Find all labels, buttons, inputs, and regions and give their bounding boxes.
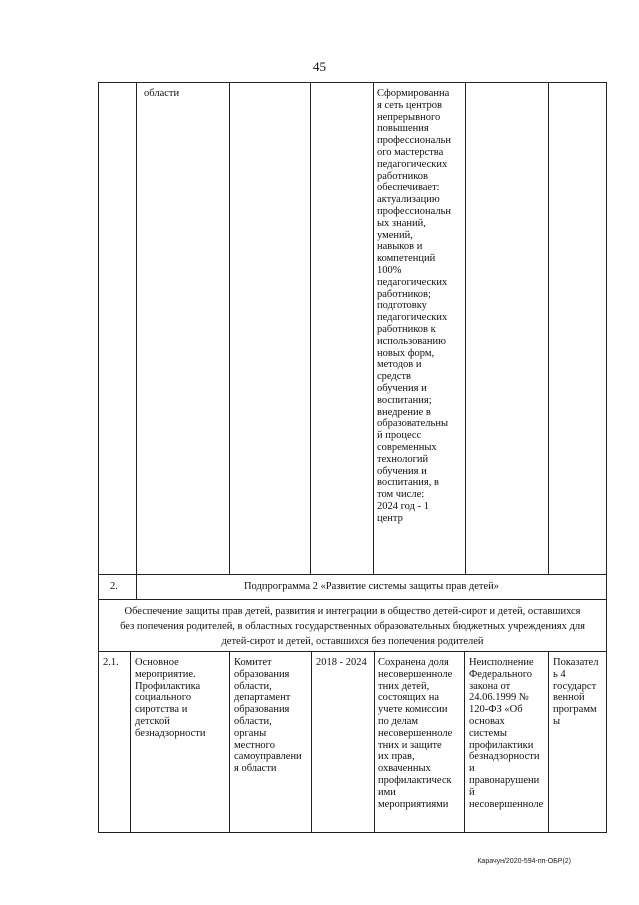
activity-name: Основное мероприятие. Профилактика социального сиротства и детской безнадзорности xyxy=(135,657,206,739)
table-border-right xyxy=(606,82,607,833)
col-divider xyxy=(310,82,311,575)
col-divider xyxy=(136,82,137,600)
table-border-top xyxy=(98,82,607,83)
document-footer: Карачун/2020-594-пп-ОБР(2) xyxy=(477,858,571,865)
col-divider xyxy=(311,651,312,833)
goal-line: без попечения родителей, в областных государственных образовательных бюджетных учреждениях для xyxy=(120,621,585,632)
col-divider xyxy=(548,651,549,833)
page-number: 45 xyxy=(313,59,326,74)
executor: Комитет образования области, департамент образования области, органы местного самоуправлени я области xyxy=(234,657,302,775)
period: 2018 - 2024 xyxy=(316,657,367,668)
col-divider xyxy=(373,82,374,575)
goal-line: детей-сирот и детей, оставшихся без попечения родителей xyxy=(221,636,484,647)
row-divider-subprogram-bottom xyxy=(98,599,607,600)
region-cell: области xyxy=(144,88,180,99)
related-indicator: Показател ь 4 государст венной программ ы xyxy=(553,657,599,727)
row-number: 2.1. xyxy=(103,657,119,668)
subprogram-title: Подпрограмма 2 «Развитие системы защиты прав детей» xyxy=(243,581,500,592)
subprogram-number: 2. xyxy=(110,581,118,592)
result-cell: Сформированна я сеть центров непрерывного повышения профессиональн ого мастерства педагогических работников обеспечивает: актуализацию профессиональн ых знаний, умений, навыков и компетенций 100% педагогических работников; подготовку педагогических работников к использованию новых форм, методов и средств обучения и воспитания; внедрение в образовательны й процесс современных технологий обучения и воспитания, в том числе: 2024 год - 1 центр xyxy=(377,88,452,524)
non-implementation-consequences: Неисполнение Федерального закона от 24.06.1999 № 120-ФЗ «Об основах системы профилактики безнадзорности и правонарушени й несовершенноле xyxy=(469,657,544,810)
col-divider xyxy=(229,82,230,575)
row-divider-subprogram-top xyxy=(98,574,607,575)
subprogram-goal xyxy=(99,604,606,649)
row-divider-goal-bottom xyxy=(98,651,607,652)
col-divider xyxy=(464,651,465,833)
expected-result: Сохранена доля несовершенноле тних детей, состоящих на учете комиссии по делам несовершенноле тних и защите их прав, охваченных профилактическ ими мероприятиями xyxy=(378,657,453,810)
col-divider xyxy=(465,82,466,575)
table-border-bottom xyxy=(98,832,607,833)
col-divider xyxy=(548,82,549,575)
col-divider xyxy=(229,651,230,833)
col-divider xyxy=(374,651,375,833)
col-divider xyxy=(130,651,131,833)
table-border-left xyxy=(98,82,99,833)
goal-line: Обеспечение защиты прав детей, развития и интеграции в общество детей-сирот и детей, оставшихся xyxy=(124,606,581,617)
